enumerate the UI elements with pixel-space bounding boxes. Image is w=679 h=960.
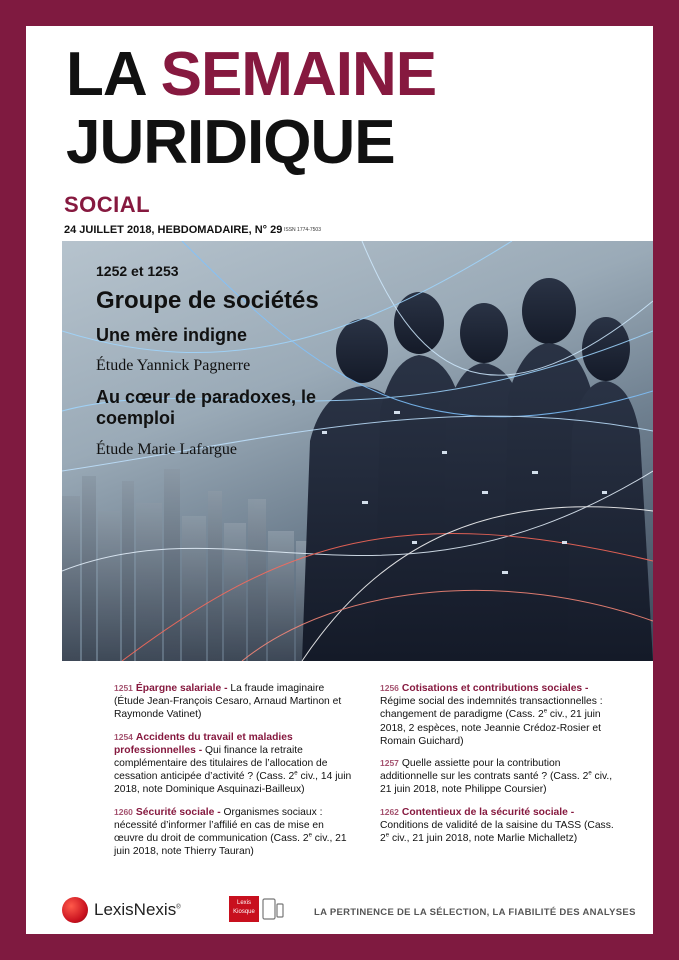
toc-number: 1256 — [380, 683, 399, 693]
publisher-name: LexisNexis® — [94, 900, 181, 919]
hero-subtitle-1: Une mère indigne — [96, 325, 248, 345]
toc-item: 1254 Accidents du travail et maladies professionnelles - Qui finance la retraite complémentaire des titulaires de l’allocation de cessation anticipée d’activité ? (Cass. 2e civ., 14 juin 2018, note Dominique Asquinazi-Bailleux) — [114, 731, 352, 796]
hero-title: Groupe de sociétés — [96, 287, 319, 314]
toc-number: 1254 — [114, 731, 133, 742]
toc-text: Quelle assiette pour la contribution additionnelle sur les contrats santé ? (Cass. 2 — [380, 758, 589, 783]
toc-text: Conditions de validité de la saisine du TASS (Cass. 2 — [380, 819, 614, 845]
hero-author-1: Étude Yannick Pagnerre — [96, 357, 251, 374]
hero-author-2: Étude Marie Lafargue — [96, 441, 237, 458]
table-of-contents-left — [114, 682, 352, 867]
toc-number: 1257 — [380, 758, 399, 769]
toc-item: 1256 Cotisations et contributions sociales - Régime social des indemnités transactionnelles : changement de paradigme (Cass. 2e civ., 21 juin 2018, 2 espèces, note Jeannie Crédoz-Rosier et Romain Guichard) — [380, 683, 603, 747]
toc-title: Cotisations et contributions sociales — [401, 683, 583, 694]
toc-number: 1251 — [114, 683, 133, 693]
toc-title: Accidents du travail et maladies professionnelles — [114, 731, 293, 756]
hero-numbers: 1252 et 1253 — [96, 263, 179, 279]
toc-item: 1260 Sécurité sociale - Organismes sociaux : nécessité d’informer l’affilié en cas de mise en œuvre du droit de communication (Cass. 2e civ., 21 juin 2018, note Thierry Tauran) — [114, 806, 347, 858]
toc-text: Organismes sociaux : nécessité d’informer l’affilié en cas de mise en œuvre du droit de communication (Cass. 2 — [114, 806, 324, 845]
toc-item: 1257 Quelle assiette pour la contribution additionnelle sur les contrats santé ? (Cass. 2e civ., 21 juin 2018, note Philippe Coursier) — [380, 758, 613, 796]
masthead-line-1 — [66, 40, 437, 109]
toc-title: Contentieux de la sécurité sociale — [401, 806, 568, 818]
people-silhouettes — [302, 278, 653, 661]
masthead-la: LA — [66, 40, 145, 109]
toc-number: 1260 — [114, 806, 133, 817]
section-label: SOCIAL — [64, 192, 151, 217]
devices-icon — [262, 896, 284, 922]
issn: ISSN 1774-7503 — [284, 227, 321, 233]
masthead-juridique: JURIDIQUE — [66, 108, 395, 177]
table-of-contents-right — [380, 682, 618, 854]
toc-title: Épargne salariale — [135, 683, 222, 694]
masthead-semaine: SEMAINE — [160, 40, 437, 109]
toc-text: Qui finance la retraite complémentaire des titulaires de l’allocation de cessation anticipée d’activité ? (Cass. 2 — [114, 744, 328, 783]
toc-item: 1262 Contentieux de la sécurité sociale - Conditions de validité de la saisine du TASS (Cass. 2e civ., 21 juin 2018, note Marlie Michalletz) — [380, 806, 614, 845]
issue-line: 24 JUILLET 2018, HEBDOMADAIRE, N° 29 — [64, 224, 283, 236]
toc-text: Régime social des indemnités transactionnelles : changement de paradigme (Cass. 2 — [380, 696, 603, 721]
toc-item: 1251 Épargne salariale - La fraude imaginaire (Étude Jean-François Cesaro, Arnaud Martinon et Raymonde Vatinet) — [114, 683, 342, 721]
cover-image — [62, 241, 653, 661]
toc-number: 1262 — [380, 806, 399, 817]
lexis-kiosque-badge: Lexis Kiosque — [229, 896, 259, 922]
lexisnexis-logo — [62, 897, 181, 923]
slogan: LA PERTINENCE DE LA SÉLECTION, LA FIABILITÉ DES ANALYSES — [314, 907, 636, 918]
toc-title: Sécurité sociale — [135, 806, 215, 818]
hero-subtitle-2: Au cœur de paradoxes, le coemploi — [96, 387, 317, 428]
toc-text: La fraude imaginaire (Étude Jean-François Cesaro, Arnaud Martinon et Raymonde Vatinet) — [114, 683, 342, 721]
cover-page — [26, 26, 653, 934]
lexisnexis-globe-icon — [62, 897, 88, 923]
